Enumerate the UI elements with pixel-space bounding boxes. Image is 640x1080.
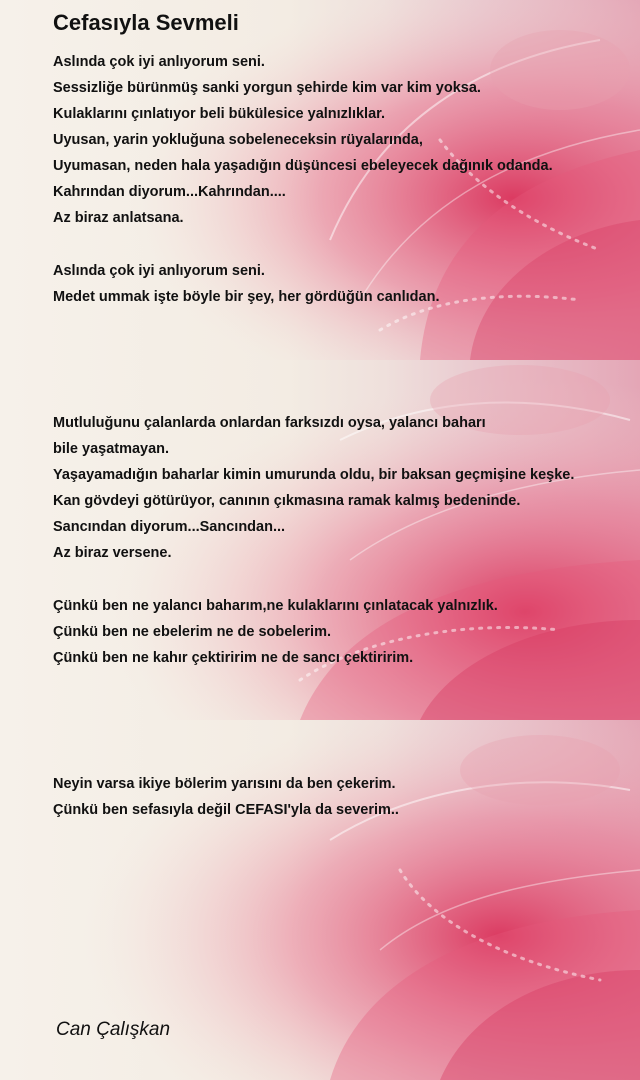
poem-line: Az biraz anlatsana. — [53, 210, 184, 226]
stanza-4 — [53, 593, 498, 671]
stanza-5 — [53, 771, 399, 823]
stanza-3 — [53, 410, 574, 566]
stanza-2 — [53, 258, 439, 310]
poem-line: Yaşayamadığın baharlar kimin umurunda oldu, bir baksan geçmişine keşke. — [53, 467, 575, 483]
poem-line: Mutluluğunu çalanlarda onlardan farksızdı oysa, yalancı baharı — [53, 415, 486, 431]
poem-line: Kan gövdeyi götürüyor, canının çıkmasına ramak kalmış bedeninde. — [53, 493, 521, 509]
poem-line: bile yaşatmayan. — [53, 441, 170, 457]
poem-line: Neyin varsa ikiye bölerim yarısını da ben çekerim. — [53, 776, 396, 792]
poem-line: Çünkü ben ne yalancı baharım,ne kulaklarını çınlatacak yalnızlık. — [53, 598, 498, 614]
poem-title: Cefasıyla Sevmeli — [53, 10, 239, 35]
poem-line: Uyumasan, neden hala yaşadığın düşüncesi ebeleyecek dağınık odanda. — [53, 158, 553, 174]
poem-line: Aslında çok iyi anlıyorum seni. — [53, 263, 265, 279]
poem-line: Kulaklarını çınlatıyor beli bükülesice yalnızlıklar. — [53, 106, 386, 122]
stanza-1 — [53, 49, 553, 231]
poem-line: Uyusan, yarin yokluğuna sobeleneceksin rüyalarında, — [53, 132, 423, 148]
poem-line: Sancından diyorum...Sancından... — [53, 519, 286, 535]
poem-line: Kahrından diyorum...Kahrından.... — [53, 184, 286, 200]
author-name: Can Çalışkan — [56, 1019, 171, 1040]
poem-line: Az biraz versene. — [53, 545, 172, 561]
poem-line: Çünkü ben ne ebelerim ne de sobelerim. — [53, 624, 331, 640]
poem-line: Sessizliğe bürünmüş sanki yorgun şehirde kim var kim yoksa. — [53, 80, 481, 96]
poem-line: Çünkü ben sefasıyla değil CEFASI'yla da severim.. — [53, 802, 399, 818]
poem-line: Aslında çok iyi anlıyorum seni. — [53, 54, 265, 70]
poem-line: Medet ummak işte böyle bir şey, her gördüğün canlıdan. — [53, 289, 440, 305]
poem-line: Çünkü ben ne kahır çektiririm ne de sancı çektiririm. — [53, 650, 414, 666]
